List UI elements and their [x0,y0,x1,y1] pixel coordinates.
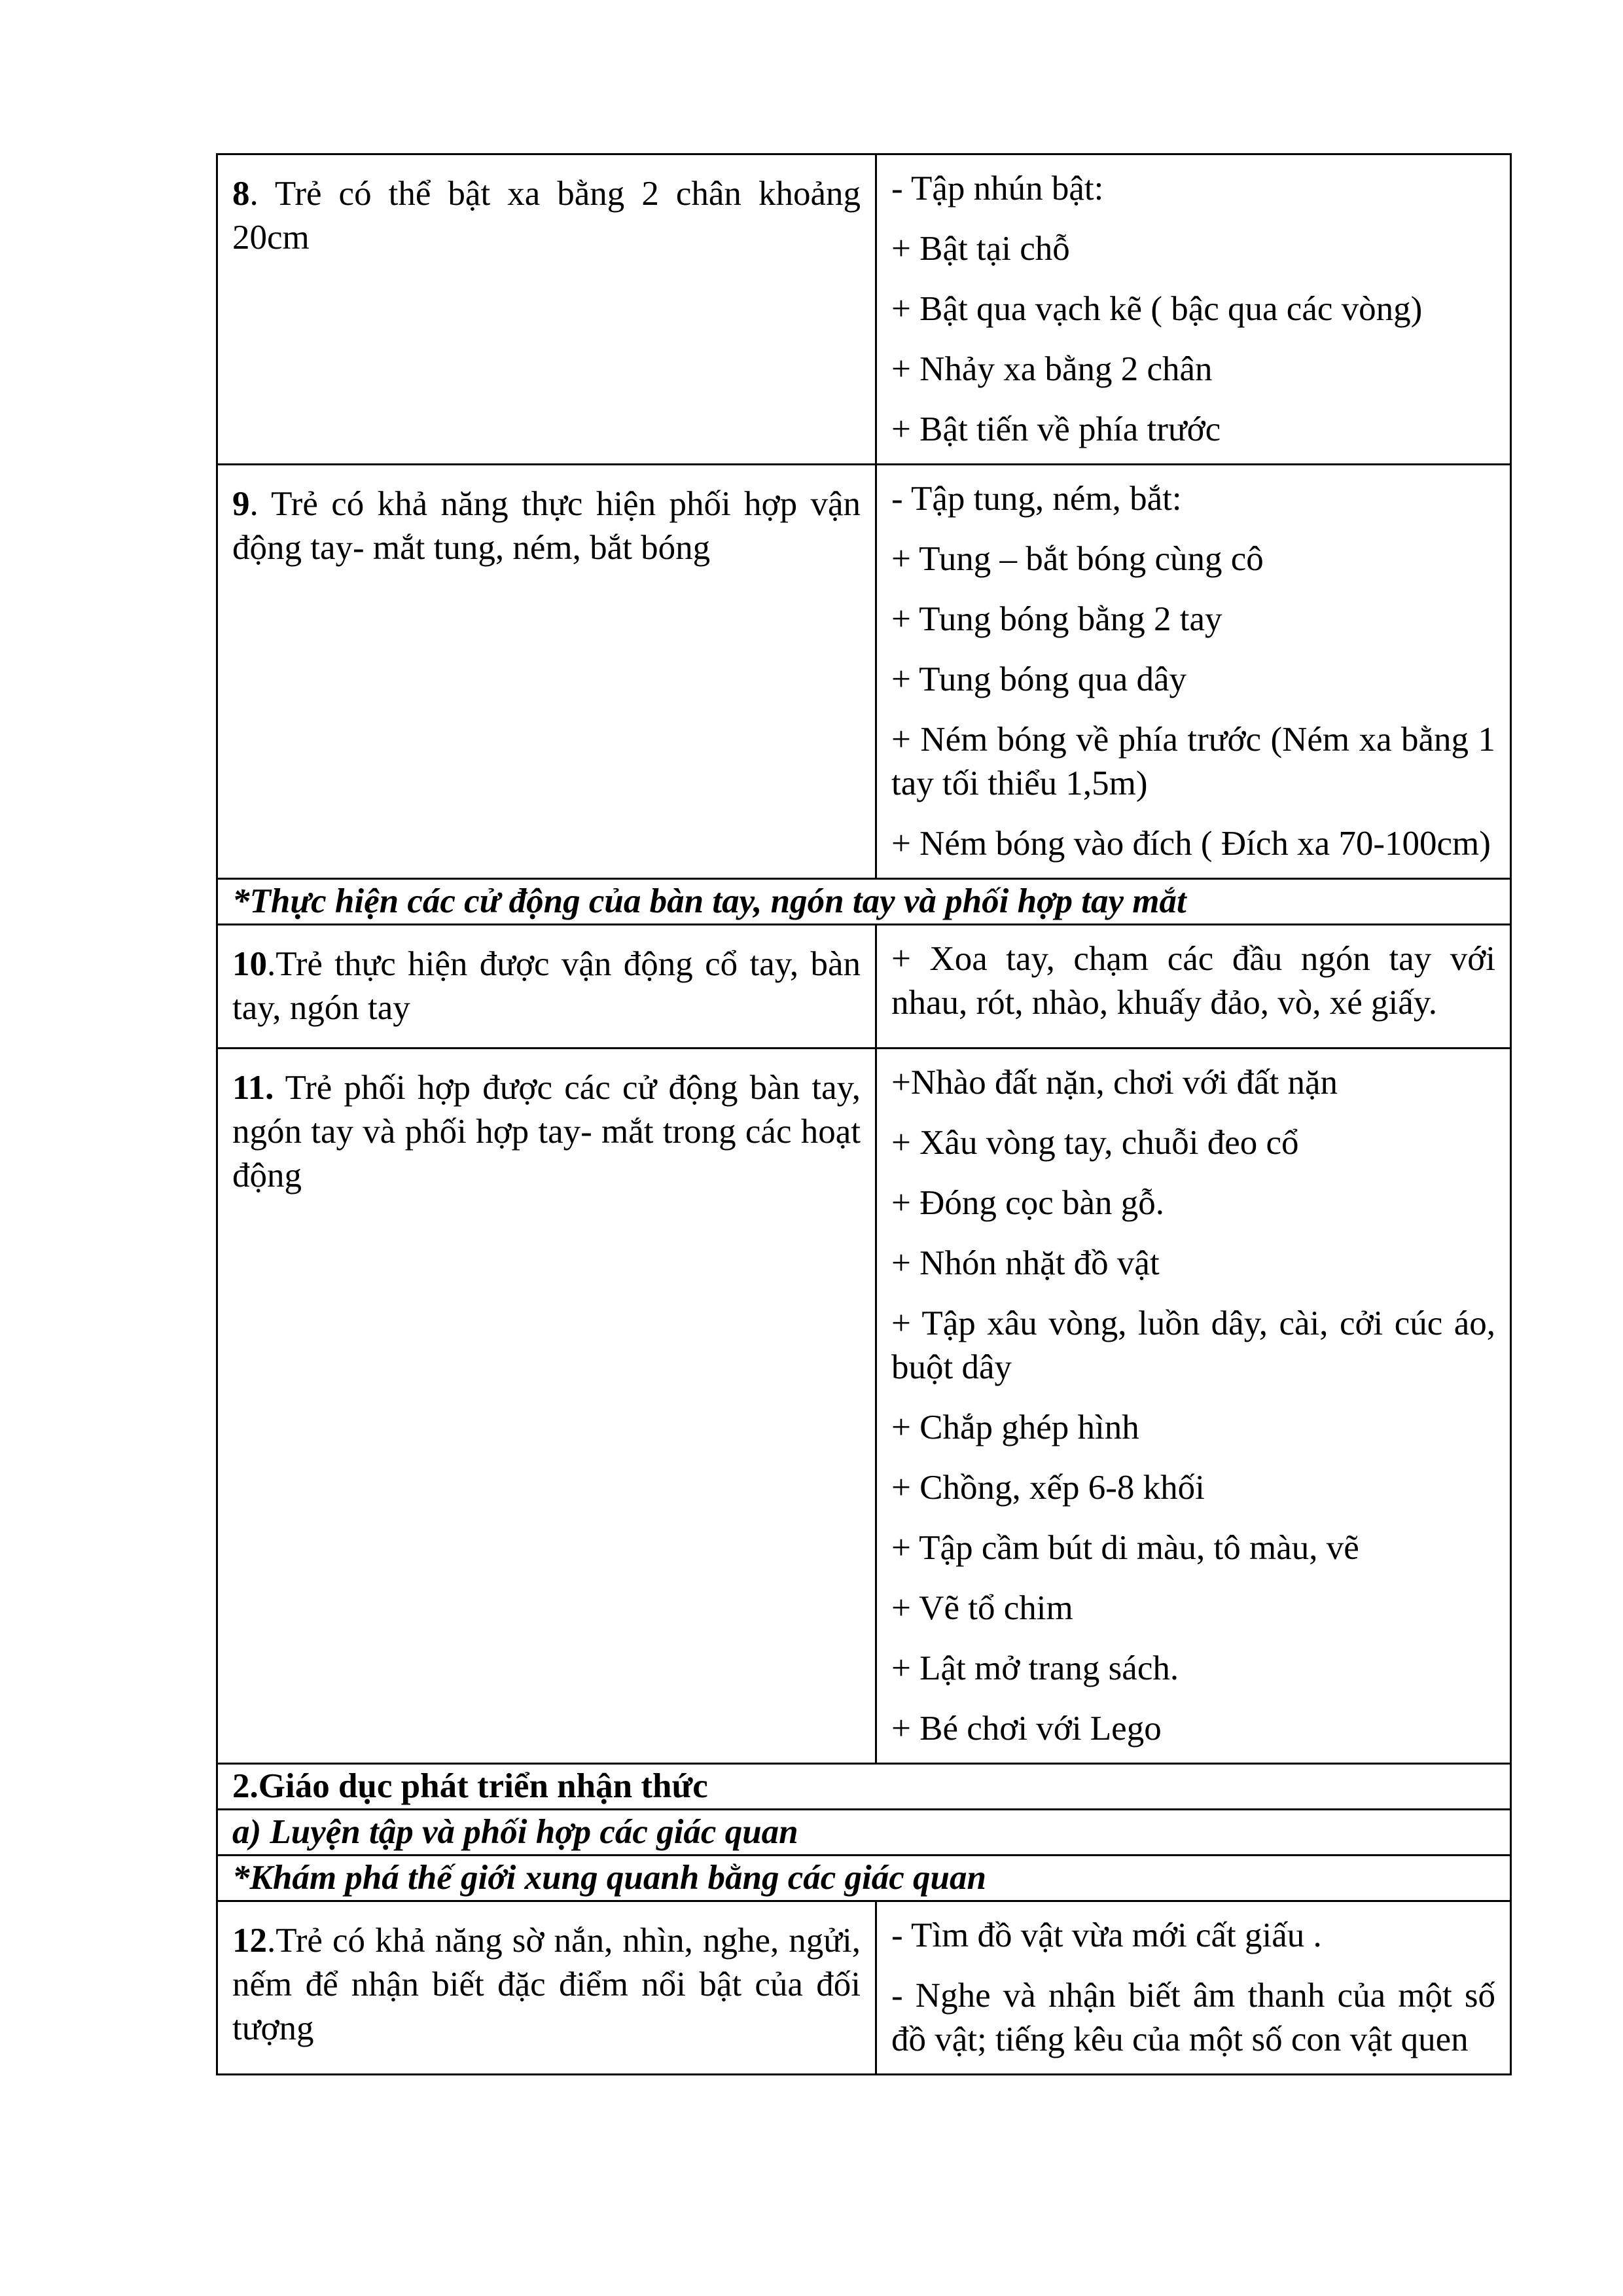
activity-item: +Nhào đất nặn, chơi với đất nặn [891,1064,1338,1102]
section-heading: a) Luyện tập và phối hợp các giác quan [217,1810,1511,1856]
objective-cell [217,1901,876,2075]
objective-text: . Trẻ có khả năng thực hiện phối hợp vận động tay- mắt tung, ném, bắt bóng [232,485,861,567]
activity-item: - Tập tung, ném, bắt: [891,480,1182,518]
activity-item: + Bật tiến về phía trước [891,410,1221,448]
objective-cell [217,154,876,465]
section-row [217,1810,1511,1856]
section-row [217,879,1511,925]
table-body [217,154,1511,2075]
section-heading: *Khám phá thế giới xung quanh bằng các giác quan [217,1856,1511,1901]
section-heading: *Thực hiện các cử động của bàn tay, ngón tay và phối hợp tay mắt [217,879,1511,925]
activities-cell [876,465,1511,879]
activity-item: + Đóng cọc bàn gỗ. [891,1184,1164,1222]
activity-item: + Xâu vòng tay, chuỗi đeo cổ [891,1124,1299,1162]
activity-item: + Chắp ghép hình [891,1408,1139,1446]
activity-item: + Tập cầm bút di màu, tô màu, vẽ [891,1529,1359,1567]
activity-item: + Tập xâu vòng, luồn dây, cài, cởi cúc áo, buột dây [891,1304,1495,1386]
activity-item: + Ném bóng vào đích ( Đích xa 70-100cm) [891,825,1491,863]
table-row [217,1901,1511,2075]
activity-item: + Lật mở trang sách. [891,1649,1179,1687]
objective-cell [217,465,876,879]
activity-item: + Bật qua vạch kẽ ( bậc qua các vòng) [891,290,1423,328]
activity-item: + Bật tại chỗ [891,230,1070,268]
activity-item: + Chồng, xếp 6-8 khối [891,1469,1205,1507]
activities-cell [876,1901,1511,2075]
activity-item: + Vẽ tổ chim [891,1589,1073,1627]
activity-item: + Xoa tay, chạm các đầu ngón tay với nhau, rót, nhào, khuấy đảo, vò, xé giấy. [891,940,1495,1022]
section-heading: 2.Giáo dục phát triển nhận thức [217,1764,1511,1810]
objective-text: . Trẻ có thể bật xa bằng 2 chân khoảng 20cm [232,175,861,257]
activity-item: - Tập nhún bật: [891,170,1104,207]
curriculum-table [216,153,1512,2075]
table-row [217,154,1511,465]
activity-item: + Bé chơi với Lego [891,1710,1162,1748]
item-number: 12 [232,1922,267,1960]
table-row [217,925,1511,1049]
objective-cell [217,925,876,1049]
activity-item: - Tìm đồ vật vừa mới cất giấu . [891,1916,1322,1954]
activities-cell [876,154,1511,465]
table-row [217,1049,1511,1764]
activity-item: + Tung – bắt bóng cùng cô [891,540,1264,578]
activities-cell [876,1049,1511,1764]
activity-item: - Nghe và nhận biết âm thanh của một số đồ vật; tiếng kêu của một số con vật quen [891,1977,1495,2058]
item-number: 11. [232,1069,274,1107]
activity-item: + Ném bóng về phía trước (Ném xa bằng 1 tay tối thiểu 1,5m) [891,721,1495,802]
activities-cell [876,925,1511,1049]
section-row [217,1764,1511,1810]
activity-item: + Nhảy xa bằng 2 chân [891,350,1213,388]
section-row [217,1856,1511,1901]
objective-text: .Trẻ có khả năng sờ nắn, nhìn, nghe, ngửi, nếm để nhận biết đặc điểm nổi bật của đối tượng [232,1922,861,2047]
activity-item: + Nhón nhặt đồ vật [891,1244,1160,1282]
table-row [217,465,1511,879]
item-number: 10 [232,945,267,983]
objective-text: Trẻ phối hợp được các cử động bàn tay, ngón tay và phối hợp tay- mắt trong các hoạt động [232,1069,861,1194]
objective-text: .Trẻ thực hiện được vận động cổ tay, bàn tay, ngón tay [232,945,861,1027]
objective-cell [217,1049,876,1764]
item-number: 9 [232,485,250,523]
activity-item: + Tung bóng bằng 2 tay [891,600,1222,638]
item-number: 8 [232,175,250,213]
activity-item: + Tung bóng qua dây [891,660,1186,698]
